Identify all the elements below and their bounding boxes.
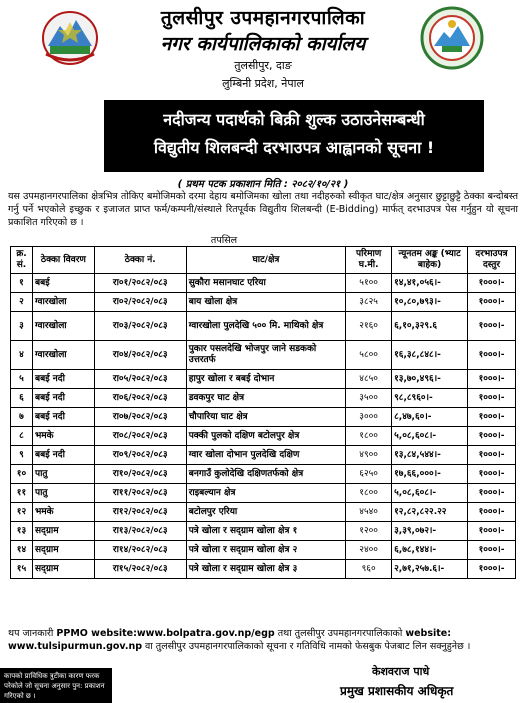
- notice-title-banner: [104, 100, 484, 172]
- cell-contract-description: ग्वारखोला: [32, 293, 94, 312]
- cell-minimum-amount: १४,४१,०५६।-: [392, 274, 468, 293]
- cell-contract-description: पातु: [32, 465, 94, 484]
- cell-contract-description: भमके: [32, 427, 94, 446]
- table-row: [11, 522, 516, 541]
- footer-line2-suffix: वा तुलसीपुर उपमहानगरपालिकाको सूचना र गतिविधि नामको फेसबुक: [145, 641, 382, 652]
- cell-contract-description: पातु: [32, 484, 94, 503]
- table-row: [11, 341, 516, 370]
- municipality-website-link[interactable]: website: www.tulsipurmun.gov.np: [8, 628, 452, 652]
- cell-contract-number: रा०७/२०८२/०८३: [94, 408, 186, 427]
- cell-serial: ११: [11, 484, 33, 503]
- table-row: [11, 312, 516, 341]
- table-row: [11, 503, 516, 522]
- cell-bid-fee: १०००।-: [468, 427, 516, 446]
- cell-ghat-area: डवकपुर घाट क्षेत्र: [186, 389, 345, 408]
- cell-minimum-amount: १३,७०,४९६।-: [392, 370, 468, 389]
- cell-contract-description: सद्ग्राम: [32, 541, 94, 560]
- province-name: लुम्बिनी प्रदेश, नेपाल: [222, 77, 304, 90]
- cell-bid-fee: १०००।-: [468, 503, 516, 522]
- cell-contract-number: रा१०/२०८२/०८३: [94, 465, 186, 484]
- table-row: [11, 370, 516, 389]
- cell-bid-fee: १०००।-: [468, 560, 516, 579]
- table-row: [11, 541, 516, 560]
- cell-bid-fee: १०००।-: [468, 541, 516, 560]
- cell-bid-fee: १०००।-: [468, 446, 516, 465]
- cell-contract-description: ग्वारखोला: [32, 312, 94, 341]
- intro-paragraph: यस उपमहानगरपालिका क्षेत्रभित्र तोकिए बमोजिमको दरमा देहाय बमोजिमका खोला तथा नदीहरुको स्वीकृत घाट/क्षेत्र अनुसार छुट्टाछुट्टै ठेक्का बन्दोबस्त गर्नु पर्ने भएकोले इच्छुक र इजाजत प्राप्त फर्म/कम्पनी/संस्थाले रितपूर्वक विद्युतीय शिलबन्दी (E-Bidding) मार्फत् दरभाउपत्र पेस गर्नुहुन यो सूचना प्रकाशित गरिएको छ ।: [8, 191, 518, 228]
- cell-contract-number: रा०८/२०८२/०८३: [94, 427, 186, 446]
- cell-serial: १२: [11, 503, 33, 522]
- cell-quantity: ४९००: [346, 446, 392, 465]
- table-row: [11, 293, 516, 312]
- cell-quantity: ४५४०: [346, 503, 392, 522]
- cell-quantity: ५१००: [346, 274, 392, 293]
- cell-quantity: १८००: [346, 427, 392, 446]
- cell-minimum-amount: १६,३८,८४८।-: [392, 341, 468, 370]
- cell-minimum-amount: ६,१०,३२९.६: [392, 312, 468, 341]
- cell-contract-description: बबई नदी: [32, 370, 94, 389]
- reprint-disclaimer: कापको प्राविधिक त्रुटीका कारण फरक परेकोले जो सूचना अनुसार पुन: प्रकाशन गरिएको छ ।: [0, 668, 112, 703]
- cell-serial: ९: [11, 446, 33, 465]
- cell-ghat-area: पत्रे खोला र सद्ग्राम खोला क्षेत्र ३: [186, 560, 345, 579]
- cell-contract-number: रा०४/२०८२/०८३: [94, 341, 186, 370]
- cell-contract-number: रा१५/२०८२/०८३: [94, 560, 186, 579]
- header-serial: क्र. सं.: [11, 247, 33, 274]
- signer-title: प्रमुख प्रशासकीय अधिकृत: [340, 684, 454, 698]
- table-row: [11, 427, 516, 446]
- cell-contract-description: बबई: [32, 274, 94, 293]
- cell-serial: २: [11, 293, 33, 312]
- cell-serial: ७: [11, 408, 33, 427]
- cell-ghat-area: बनगाउँ कुलोदेखि दक्षिणतर्फको क्षेत्र: [186, 465, 345, 484]
- cell-minimum-amount: २,७१,२५७.६।-: [392, 560, 468, 579]
- cell-quantity: १८००: [346, 484, 392, 503]
- office-name: नगर कार्यपालिकाको कार्यालय: [160, 33, 366, 55]
- cell-quantity: ९६०: [346, 560, 392, 579]
- header-contract-description: ठेक्का विवरण: [32, 247, 94, 274]
- signer-name: केशवराज पाधे: [372, 665, 430, 678]
- cell-bid-fee: १०००।-: [468, 408, 516, 427]
- cell-bid-fee: १०००।-: [468, 312, 516, 341]
- cell-minimum-amount: १३,८४,५४४।-: [392, 446, 468, 465]
- cell-ghat-area: बाय खोला क्षेत्र: [186, 293, 345, 312]
- cell-contract-description: बबई नदी: [32, 389, 94, 408]
- cell-minimum-amount: ९८,८९६०।-: [392, 389, 468, 408]
- office-header: [0, 0, 526, 100]
- municipality-name: तुलसीपुर उपमहानगरपालिका: [160, 7, 366, 29]
- cell-serial: १: [11, 274, 33, 293]
- footer-prefix: थप जानकारी: [8, 628, 54, 639]
- cell-ghat-area: ग्वारखोला पुलदेखि ५०० मि. माथिको क्षेत्र: [186, 312, 345, 341]
- cell-contract-number: रा०६/२०८२/०८३: [94, 389, 186, 408]
- table-row: [11, 484, 516, 503]
- cell-minimum-amount: १२,८२,८२२.२२: [392, 503, 468, 522]
- cell-minimum-amount: १०,८०,७९३।-: [392, 293, 468, 312]
- notice-title-line1: नदीजन्य पदार्थको बिक्री शुल्क उठाउनेसम्बन्धी: [163, 110, 425, 129]
- cell-quantity: २४००: [346, 541, 392, 560]
- cell-minimum-amount: ५,०८,६०८।-: [392, 484, 468, 503]
- cell-contract-description: सद्ग्राम: [32, 522, 94, 541]
- cell-contract-number: रा०५/२०८२/०८३: [94, 370, 186, 389]
- cell-serial: ५: [11, 370, 33, 389]
- ppmo-link[interactable]: PPMO website:www.bolpatra.gov.np/egp: [56, 628, 275, 639]
- cell-quantity: ३८२५: [346, 293, 392, 312]
- footer-line1-suffix: तथा तुलसीपुर उपमहानगरपालिकाको: [277, 628, 403, 639]
- cell-quantity: ५८००: [346, 341, 392, 370]
- cell-contract-description: भमके: [32, 503, 94, 522]
- cell-bid-fee: १०००।-: [468, 293, 516, 312]
- cell-contract-description: ग्वारखोला: [32, 341, 94, 370]
- cell-minimum-amount: ८,४७,६०।-: [392, 408, 468, 427]
- table-header-row: [11, 247, 516, 274]
- cell-bid-fee: १०००।-: [468, 522, 516, 541]
- header-ghat-area: घाट/क्षेत्र: [186, 247, 345, 274]
- office-location: तुलसीपुर, दाङ: [234, 59, 292, 72]
- table-row: [11, 465, 516, 484]
- cell-quantity: ३५००: [346, 389, 392, 408]
- cell-serial: १०: [11, 465, 33, 484]
- header-contract-number: ठेक्का नं.: [94, 247, 186, 274]
- table-row: [11, 560, 516, 579]
- cell-ghat-area: चौपारिया घाट क्षेत्र: [186, 408, 345, 427]
- footer-note: [8, 627, 518, 653]
- publication-date: ( प्रथम पटक प्रकाशान मिति : २०८२/१०/२१ ): [177, 179, 349, 190]
- cell-bid-fee: १०००।-: [468, 465, 516, 484]
- cell-bid-fee: १०००।-: [468, 484, 516, 503]
- cell-contract-number: रा०३/२०८२/०८३: [94, 312, 186, 341]
- table-row: [11, 274, 516, 293]
- cell-bid-fee: १०००।-: [468, 389, 516, 408]
- cell-serial: १५: [11, 560, 33, 579]
- cell-quantity: १२००: [346, 522, 392, 541]
- cell-serial: ३: [11, 312, 33, 341]
- table-row: [11, 446, 516, 465]
- table-row: [11, 389, 516, 408]
- cell-serial: १३: [11, 522, 33, 541]
- cell-serial: ४: [11, 341, 33, 370]
- municipality-logo-icon: [420, 6, 484, 70]
- cell-quantity: ३०००: [346, 408, 392, 427]
- cell-minimum-amount: ५,०८,६०८।-: [392, 427, 468, 446]
- cell-serial: १४: [11, 541, 33, 560]
- cell-bid-fee: १०००।-: [468, 341, 516, 370]
- cell-ghat-area: राइबल्यान क्षेत्र: [186, 484, 345, 503]
- cell-ghat-area: पत्रे खोला र सद्ग्राम खोला क्षेत्र १: [186, 522, 345, 541]
- footer-line3: पेजबाट लिन सक्नुहुनेछ ।: [384, 641, 471, 652]
- cell-contract-number: रा०२/२०८२/०८३: [94, 293, 186, 312]
- table-row: [11, 408, 516, 427]
- header-minimum-amount: न्यूनतम अङ्क (भ्याट बाहेक): [392, 247, 468, 274]
- cell-minimum-amount: ३,३९,०७२।-: [392, 522, 468, 541]
- cell-bid-fee: १०००।-: [468, 370, 516, 389]
- cell-contract-description: बबई नदी: [32, 446, 94, 465]
- cell-ghat-area: बटोलपुर एरिया: [186, 503, 345, 522]
- cell-bid-fee: १०००।-: [468, 274, 516, 293]
- cell-quantity: २१६०: [346, 312, 392, 341]
- cell-contract-number: रा०९/२०८२/०८३: [94, 446, 186, 465]
- cell-contract-number: रा१२/२०८२/०८३: [94, 503, 186, 522]
- cell-serial: ६: [11, 389, 33, 408]
- cell-minimum-amount: ६,७८,१४४।-: [392, 541, 468, 560]
- cell-quantity: ६२५०: [346, 465, 392, 484]
- cell-contract-description: बबई नदी: [32, 408, 94, 427]
- cell-ghat-area: हापुर खोला र बबई दोभान: [186, 370, 345, 389]
- header-bid-fee: दरभाउपत्र दस्तुर: [468, 247, 516, 274]
- notice-title-line2: विद्युतीय शिलबन्दी दरभाउपत्र आह्वानको सूचना !: [153, 138, 435, 157]
- cell-ghat-area: पत्रे खोला र सद्ग्राम खोला क्षेत्र २: [186, 541, 345, 560]
- cell-quantity: ४८५०: [346, 370, 392, 389]
- cell-contract-number: रा१४/२०८२/०८३: [94, 541, 186, 560]
- cell-contract-number: रा१३/२०८२/०८३: [94, 522, 186, 541]
- cell-ghat-area: पुकार पसलदेखि भोजपुर जाने सडकको उत्तरतर्फ: [186, 341, 345, 370]
- cell-ghat-area: ग्वार खोला दोभान पुलदेखि दक्षिण: [186, 446, 345, 465]
- cell-serial: ८: [11, 427, 33, 446]
- contracts-table: [10, 246, 516, 579]
- cell-ghat-area: सुकौरा मसानघाट एरिया: [186, 274, 345, 293]
- cell-ghat-area: पक्की पुलको दक्षिण बटोलपुर क्षेत्र: [186, 427, 345, 446]
- schedule-label: तपसिल: [210, 235, 238, 246]
- cell-contract-number: रा११/२०८२/०८३: [94, 484, 186, 503]
- header-quantity: परिमाण घ.मी.: [346, 247, 392, 274]
- cell-contract-description: सद्ग्राम: [32, 560, 94, 579]
- cell-contract-number: रा०१/२०८२/०८३: [94, 274, 186, 293]
- cell-minimum-amount: १७,६६,०००।-: [392, 465, 468, 484]
